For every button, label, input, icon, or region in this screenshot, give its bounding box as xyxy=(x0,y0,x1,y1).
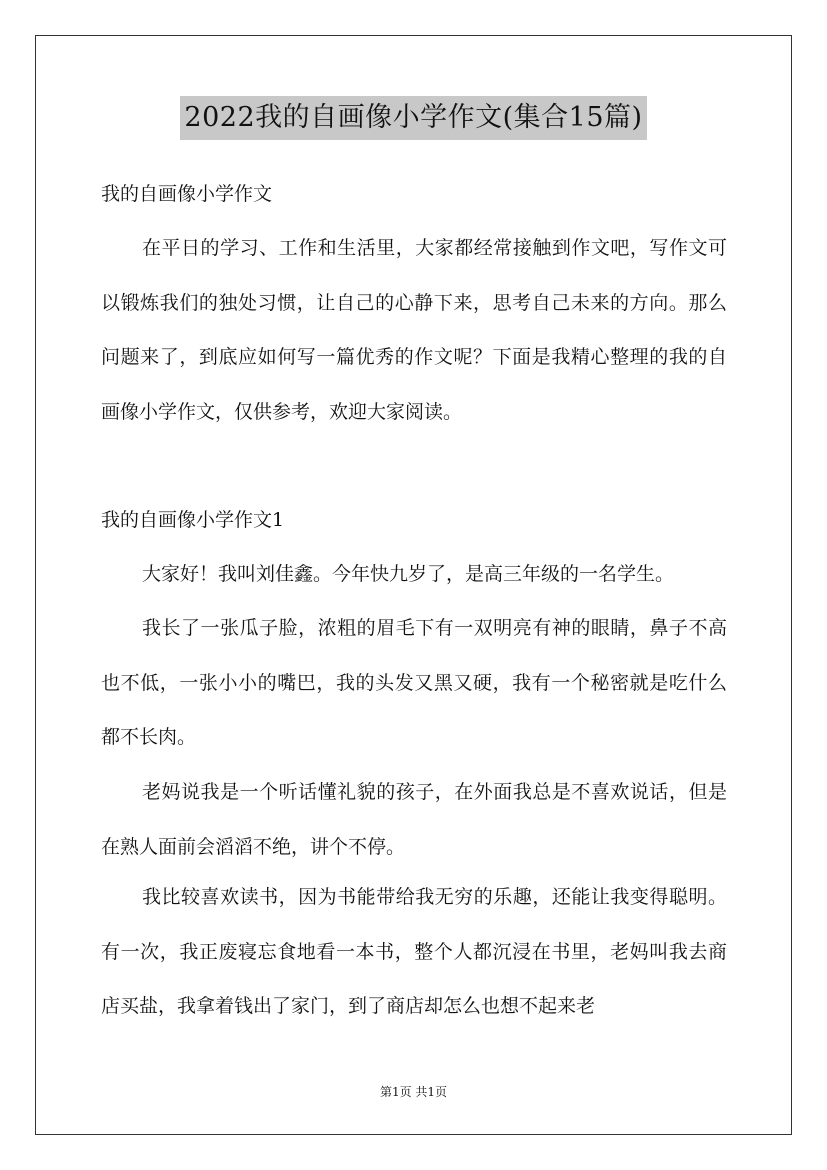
essay1-paragraph-2: 我长了一张瓜子脸，浓粗的眉毛下有一双明亮有神的眼睛，鼻子不高也不低，一张小小的嘴巴，我的头发又黑又硬，我有一个秘密就是吃什么都不长肉。 xyxy=(101,617,727,749)
intro-heading: 我的自画像小学作文 xyxy=(101,183,273,205)
essay1-paragraph-4: 我比较喜欢读书，因为书能带给我无穷的乐趣，还能让我变得聪明。有一次，我正废寝忘食地看一本书，整个人都沉浸在书里，老妈叫我去商店买盐，我拿着钱出了家门，到了商店却怎么也想不起来老 xyxy=(101,886,727,1018)
essay1-paragraph-3: 老妈说我是一个听话懂礼貌的孩子，在外面我总是不喜欢说话，但是在熟人面前会滔滔不绝，讲个不停。 xyxy=(101,781,727,858)
essay1-heading: 我的自画像小学作文1 xyxy=(101,509,285,531)
title-container xyxy=(0,96,827,140)
essay1-paragraph-1: 大家好！我叫刘佳鑫。今年快九岁了，是高三年级的一名学生。 xyxy=(142,563,675,585)
document-title: 2022我的自画像小学作文(集合15篇) xyxy=(180,96,646,140)
page-footer: 第1页 共1页 xyxy=(379,1085,448,1099)
intro-paragraph: 在平日的学习、工作和生活里，大家都经常接触到作文吧，写作文可以锻炼我们的独处习惯，让自己的心静下来，思考自己未来的方向。那么问题来了，到底应如何写一篇优秀的作文呢？下面是我精心整理的我的自画像小学作文，仅供参考，欢迎大家阅读。 xyxy=(101,237,727,423)
